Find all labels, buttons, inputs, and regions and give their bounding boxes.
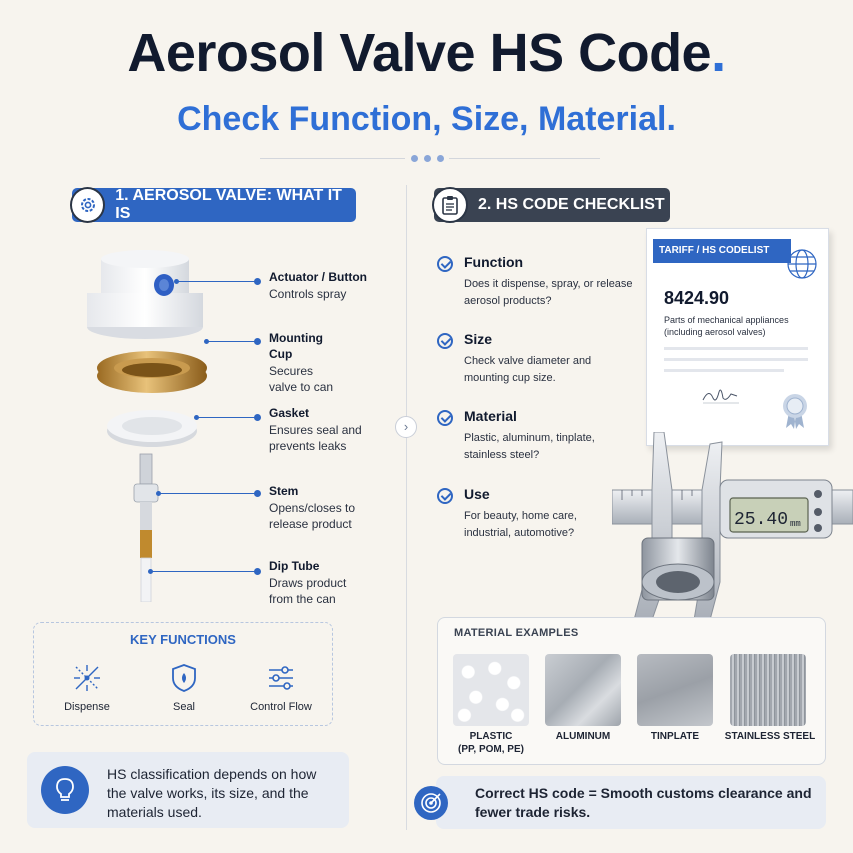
material-label-plastic: PLASTIC (PP, POM, PE) [458, 731, 524, 755]
material-examples-title: MATERIAL EXAMPLES [454, 627, 579, 639]
mounting-cup-illustration [96, 348, 208, 394]
tariff-header: TARIFF / HS CODELIST [653, 239, 791, 263]
part-gasket: Gasket Ensures seal and prevents leaks [269, 406, 362, 453]
target-icon [414, 786, 448, 820]
key-functions-box [33, 622, 333, 726]
key-function-control-flow: Control Flow [236, 663, 326, 713]
material-label-stainless-steel: STAINLESS STEEL [724, 731, 816, 742]
section-heading-label: 2. HS CODE CHECKLIST [478, 196, 665, 213]
part-mounting-cup: Mounting Cup Secures valve to can [269, 331, 334, 394]
section-heading-what-it-is [72, 188, 356, 222]
sliders-icon [266, 663, 296, 693]
stem-illustration [128, 452, 164, 602]
leader-stem [158, 493, 258, 494]
swatch-aluminum [545, 654, 621, 726]
spray-icon [72, 663, 102, 693]
actuator-illustration [86, 245, 204, 340]
leader-actuator [176, 281, 258, 282]
clipboard-icon [432, 187, 468, 223]
caliper-unit: mm [790, 519, 801, 529]
key-functions-title: KEY FUNCTIONS [130, 632, 236, 647]
doc-line [664, 358, 808, 361]
check-icon [437, 256, 453, 272]
leader-dip-tube [150, 571, 258, 572]
part-stem: Stem Opens/closes to release product [269, 484, 356, 531]
check-icon [437, 488, 453, 504]
material-label-tinplate: TINPLATE [650, 731, 700, 742]
check-icon [437, 333, 453, 349]
shield-icon [169, 663, 199, 693]
globe-icon [785, 247, 819, 281]
column-divider [406, 185, 407, 830]
part-actuator: Actuator / Button Controls spray [269, 270, 367, 301]
key-function-dispense: Dispense [42, 663, 132, 713]
swatch-plastic [453, 654, 529, 726]
section-heading-label: 1. AEROSOL VALVE: WHAT IT IS [115, 187, 342, 222]
swatch-tinplate [637, 654, 713, 726]
check-icon [437, 410, 453, 426]
hs-code-description: Parts of mechanical appliances (including aerosol valves) [664, 315, 789, 337]
chevron-right-icon: › [395, 416, 417, 438]
gear-icon [70, 187, 105, 223]
lightbulb-icon [41, 766, 89, 814]
page-subtitle: Check Function, Size, Material. [177, 100, 676, 138]
page-title: Aerosol Valve HS Code. [127, 23, 726, 83]
seal-icon [780, 392, 810, 430]
leader-gasket [196, 417, 258, 418]
key-function-seal: Seal [139, 663, 229, 713]
material-examples-box [437, 617, 826, 765]
benefit-note [436, 776, 826, 829]
classification-note [27, 752, 349, 828]
tariff-document [646, 228, 829, 446]
material-label-aluminum: ALUMINUM [555, 731, 611, 742]
signature-icon [701, 384, 741, 406]
benefit-note-text: Correct HS code = Smooth customs clearance and fewer trade risks. [475, 785, 812, 820]
classification-note-text: HS classification depends on how the valve works, its size, and the materials used. [107, 766, 317, 820]
caliper-illustration [612, 432, 853, 620]
swatch-stainless-steel [730, 654, 806, 726]
title-dot: . [711, 23, 726, 83]
divider-dots [405, 153, 449, 163]
section-heading-checklist [434, 188, 670, 222]
hs-code: 8424.90 [664, 288, 730, 308]
gasket-illustration [106, 408, 198, 448]
leader-mounting-cup [206, 341, 258, 342]
doc-line [664, 347, 808, 350]
part-dip-tube: Dip Tube Draws product from the can [269, 559, 347, 606]
caliper-reading: 25.40 [734, 510, 789, 530]
doc-line [664, 369, 784, 372]
